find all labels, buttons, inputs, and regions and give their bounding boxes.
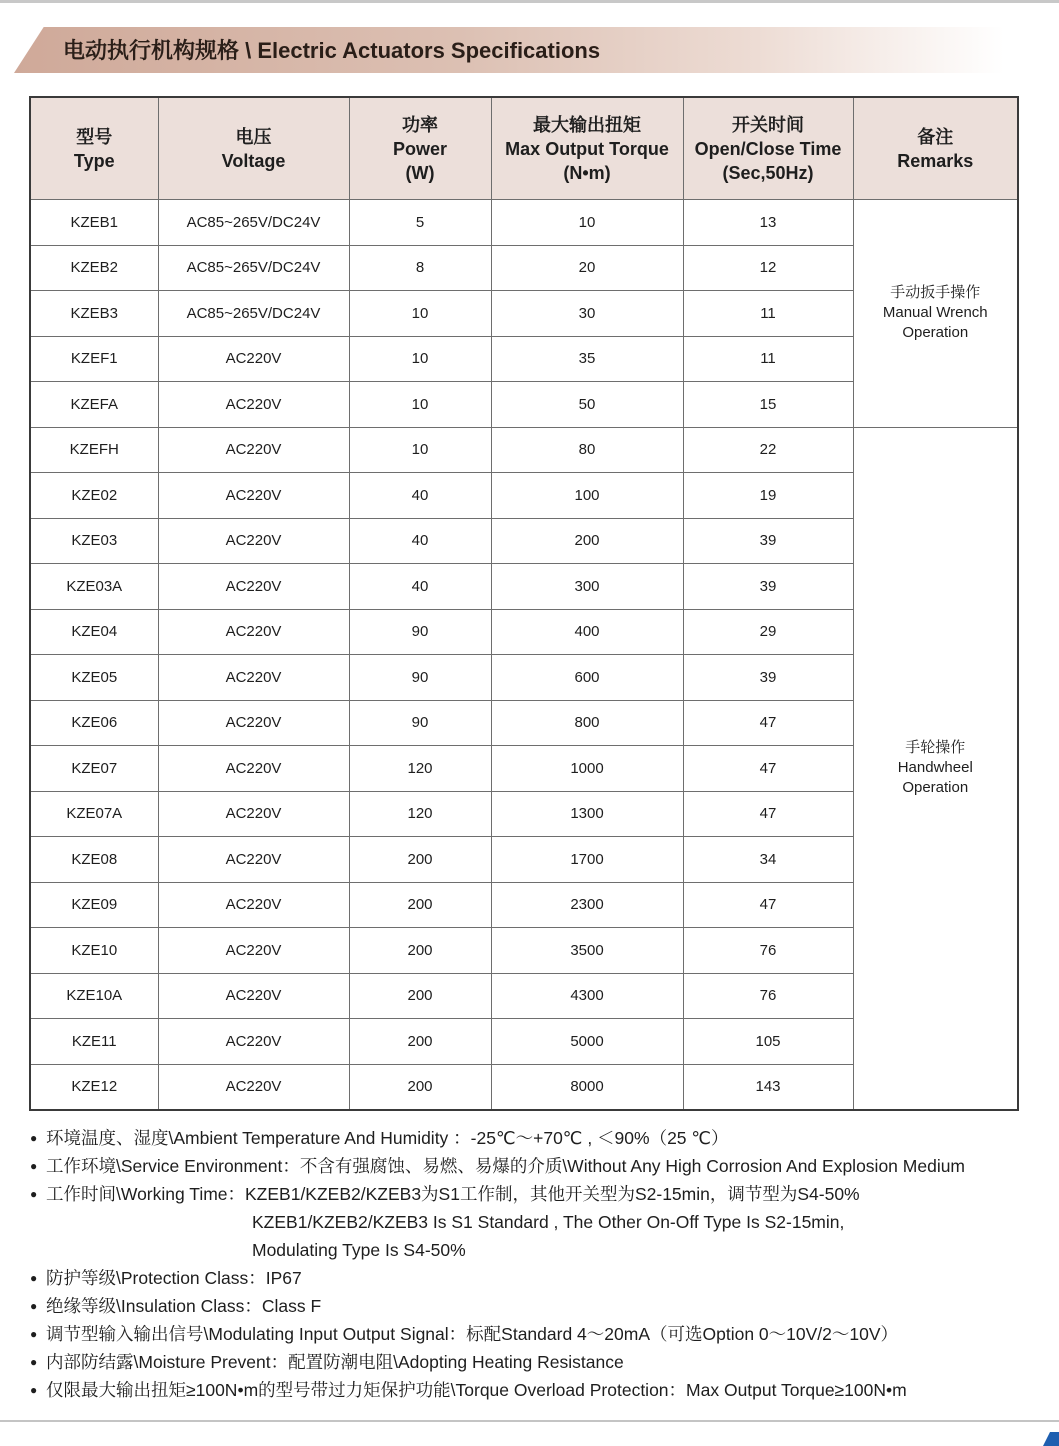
cell-torque: 20 (491, 245, 683, 291)
header-en: Voltage (221, 150, 286, 171)
cell-power: 10 (349, 336, 491, 382)
cell-power: 90 (349, 655, 491, 701)
cell-power: 10 (349, 382, 491, 428)
bullet-icon: ● (30, 1271, 38, 1285)
cell-power: 200 (349, 882, 491, 928)
cell-time: 47 (683, 746, 853, 792)
corner-brand-mark (1043, 1432, 1059, 1446)
cell-time: 105 (683, 1019, 853, 1065)
cell-power: 40 (349, 473, 491, 519)
cell-voltage: AC220V (158, 518, 349, 564)
header-time (683, 97, 853, 200)
cell-torque: 3500 (491, 928, 683, 974)
cell-torque: 1700 (491, 837, 683, 883)
cell-voltage: AC220V (158, 336, 349, 382)
note-item (30, 1376, 1040, 1404)
cell-torque: 100 (491, 473, 683, 519)
cell-type: KZE12 (30, 1064, 158, 1110)
table-header-row (30, 97, 1018, 200)
note-text: 内部防结露\Moisture Prevent：配置防潮电阻\Adopting Heating Resistance (46, 1352, 624, 1372)
header-zh: 功率 (402, 114, 438, 135)
cell-type: KZE04 (30, 609, 158, 655)
cell-time: 12 (683, 245, 853, 291)
cell-voltage: AC220V (158, 655, 349, 701)
cell-type: KZEB3 (30, 291, 158, 337)
cell-power: 5 (349, 200, 491, 246)
cell-type: KZE03A (30, 564, 158, 610)
cell-torque: 35 (491, 336, 683, 382)
cell-power: 8 (349, 245, 491, 291)
bullet-icon: ● (30, 1327, 38, 1341)
cell-type: KZEB1 (30, 200, 158, 246)
header-remarks (853, 97, 1018, 200)
note-item (30, 1264, 1040, 1292)
cell-time: 47 (683, 791, 853, 837)
cell-power: 90 (349, 609, 491, 655)
cell-type: KZE06 (30, 700, 158, 746)
cell-remarks (853, 427, 1018, 1110)
bottom-divider (0, 1420, 1059, 1422)
cell-torque: 600 (491, 655, 683, 701)
bullet-icon: ● (30, 1383, 38, 1397)
note-item (30, 1180, 1040, 1208)
cell-power: 120 (349, 791, 491, 837)
note-text: 工作时间\Working Time：KZEB1/KZEB2/KZEB3为S1工作制，其他开关型为S2-15min，调节型为S4-50% (46, 1184, 860, 1204)
table-row (30, 200, 1018, 246)
cell-power: 120 (349, 746, 491, 792)
header-en: Power (392, 138, 448, 159)
cell-type: KZE10A (30, 973, 158, 1019)
cell-voltage: AC220V (158, 1064, 349, 1110)
note-item (30, 1320, 1040, 1348)
cell-power: 200 (349, 1019, 491, 1065)
header-zh: 备注 (917, 126, 954, 147)
cell-type: KZE09 (30, 882, 158, 928)
cell-torque: 1300 (491, 791, 683, 837)
note-text: 环境温度、湿度\Ambient Temperature And Humidity ：-25℃～+70℃ , ＜90%（25 ℃） (46, 1128, 729, 1148)
cell-voltage: AC220V (158, 609, 349, 655)
cell-time: 39 (683, 518, 853, 564)
cell-torque: 50 (491, 382, 683, 428)
cell-type: KZE03 (30, 518, 158, 564)
cell-torque: 80 (491, 427, 683, 473)
cell-power: 200 (349, 928, 491, 974)
header-voltage (158, 97, 349, 200)
cell-power: 40 (349, 518, 491, 564)
cell-voltage: AC85~265V/DC24V (158, 291, 349, 337)
cell-time: 47 (683, 700, 853, 746)
remark-line: Manual Wrench (882, 304, 988, 322)
remark-line: Operation (902, 779, 969, 797)
note-continuation: Modulating Type Is S4-50% (252, 1240, 466, 1260)
header-en: Max Output Torque (505, 138, 669, 159)
cell-voltage: AC220V (158, 564, 349, 610)
top-divider (0, 0, 1059, 3)
cell-type: KZE02 (30, 473, 158, 519)
cell-time: 34 (683, 837, 853, 883)
bullet-icon: ● (30, 1187, 38, 1201)
header-zh: 电压 (235, 126, 272, 147)
header-type (30, 97, 158, 200)
cell-type: KZEF1 (30, 336, 158, 382)
cell-voltage: AC220V (158, 473, 349, 519)
cell-torque: 800 (491, 700, 683, 746)
cell-torque: 400 (491, 609, 683, 655)
note-text: 工作环境\Service Environment：不含有强腐蚀、易燃、易爆的介质\Without Any High Corrosion And Explosion Medium (46, 1156, 966, 1176)
cell-torque: 2300 (491, 882, 683, 928)
specifications-table (29, 96, 1019, 1111)
cell-voltage: AC85~265V/DC24V (158, 200, 349, 246)
cell-power: 200 (349, 1064, 491, 1110)
cell-power: 10 (349, 291, 491, 337)
remark-line: Handwheel (897, 759, 973, 777)
page-title: 电动执行机构规格 \ Electric Actuators Specifications (63, 38, 601, 63)
cell-time: 11 (683, 291, 853, 337)
cell-time: 39 (683, 564, 853, 610)
cell-voltage: AC220V (158, 1019, 349, 1065)
cell-type: KZE07 (30, 746, 158, 792)
bullet-icon: ● (30, 1159, 38, 1173)
cell-power: 90 (349, 700, 491, 746)
cell-time: 19 (683, 473, 853, 519)
header-unit: (N•m) (563, 162, 611, 183)
cell-type: KZE08 (30, 837, 158, 883)
note-item (30, 1124, 1040, 1152)
header-zh: 最大输出扭矩 (533, 114, 641, 135)
cell-voltage: AC220V (158, 382, 349, 428)
header-torque (491, 97, 683, 200)
table-row (30, 427, 1018, 473)
cell-voltage: AC220V (158, 746, 349, 792)
header-unit: (W) (405, 162, 435, 183)
cell-power: 10 (349, 427, 491, 473)
cell-voltage: AC220V (158, 700, 349, 746)
cell-time: 11 (683, 336, 853, 382)
cell-voltage: AC220V (158, 928, 349, 974)
header-en: Type (73, 150, 115, 171)
cell-voltage: AC220V (158, 427, 349, 473)
cell-type: KZEFA (30, 382, 158, 428)
bullet-icon: ● (30, 1131, 38, 1145)
cell-type: KZEB2 (30, 245, 158, 291)
cell-torque: 4300 (491, 973, 683, 1019)
remark-line: Operation (902, 324, 969, 342)
cell-time: 47 (683, 882, 853, 928)
cell-type: KZE11 (30, 1019, 158, 1065)
cell-power: 200 (349, 973, 491, 1019)
cell-type: KZE05 (30, 655, 158, 701)
header-zh: 型号 (76, 126, 113, 147)
cell-time: 143 (683, 1064, 853, 1110)
remark-line: 手动扳手操作 (890, 284, 981, 302)
cell-time: 22 (683, 427, 853, 473)
cell-type: KZE10 (30, 928, 158, 974)
remark-line: 手轮操作 (905, 739, 966, 757)
cell-torque: 8000 (491, 1064, 683, 1110)
note-text: 仅限最大输出扭矩≥100N•m的型号带过力矩保护功能\Torque Overload Protection：Max Output Torque≥100N•m (46, 1380, 907, 1400)
cell-time: 39 (683, 655, 853, 701)
header-power (349, 97, 491, 200)
bullet-icon: ● (30, 1355, 38, 1369)
cell-power: 40 (349, 564, 491, 610)
cell-torque: 30 (491, 291, 683, 337)
header-en: Remarks (897, 150, 974, 171)
bullet-icon: ● (30, 1299, 38, 1313)
cell-voltage: AC85~265V/DC24V (158, 245, 349, 291)
cell-voltage: AC220V (158, 973, 349, 1019)
cell-type: KZE07A (30, 791, 158, 837)
cell-type: KZEFH (30, 427, 158, 473)
cell-voltage: AC220V (158, 837, 349, 883)
note-text: 绝缘等级\Insulation Class：Class F (46, 1296, 322, 1316)
header-unit: (Sec,50Hz) (722, 162, 814, 183)
cell-torque: 10 (491, 200, 683, 246)
note-text: 防护等级\Protection Class：IP67 (46, 1268, 302, 1288)
note-text: 调节型输入输出信号\Modulating Input Output Signal：标配Standard 4～20mA（可选Option 0～10V/2～10V） (46, 1324, 899, 1344)
cell-time: 76 (683, 928, 853, 974)
cell-time: 76 (683, 973, 853, 1019)
header-en: Open/Close Time (694, 138, 842, 159)
cell-time: 29 (683, 609, 853, 655)
cell-voltage: AC220V (158, 882, 349, 928)
cell-voltage: AC220V (158, 791, 349, 837)
note-continuation: KZEB1/KZEB2/KZEB3 Is S1 Standard , The Other On-Off Type Is S2-15min, (252, 1212, 845, 1232)
note-item (30, 1292, 1040, 1320)
cell-torque: 1000 (491, 746, 683, 792)
cell-remarks (853, 200, 1018, 428)
header-zh: 开关时间 (732, 114, 804, 135)
cell-torque: 5000 (491, 1019, 683, 1065)
cell-power: 200 (349, 837, 491, 883)
note-item (30, 1348, 1040, 1376)
cell-torque: 300 (491, 564, 683, 610)
cell-time: 15 (683, 382, 853, 428)
note-item (30, 1152, 1040, 1180)
notes-list (30, 1124, 1040, 1404)
table-body (30, 200, 1018, 1111)
cell-torque: 200 (491, 518, 683, 564)
cell-time: 13 (683, 200, 853, 246)
